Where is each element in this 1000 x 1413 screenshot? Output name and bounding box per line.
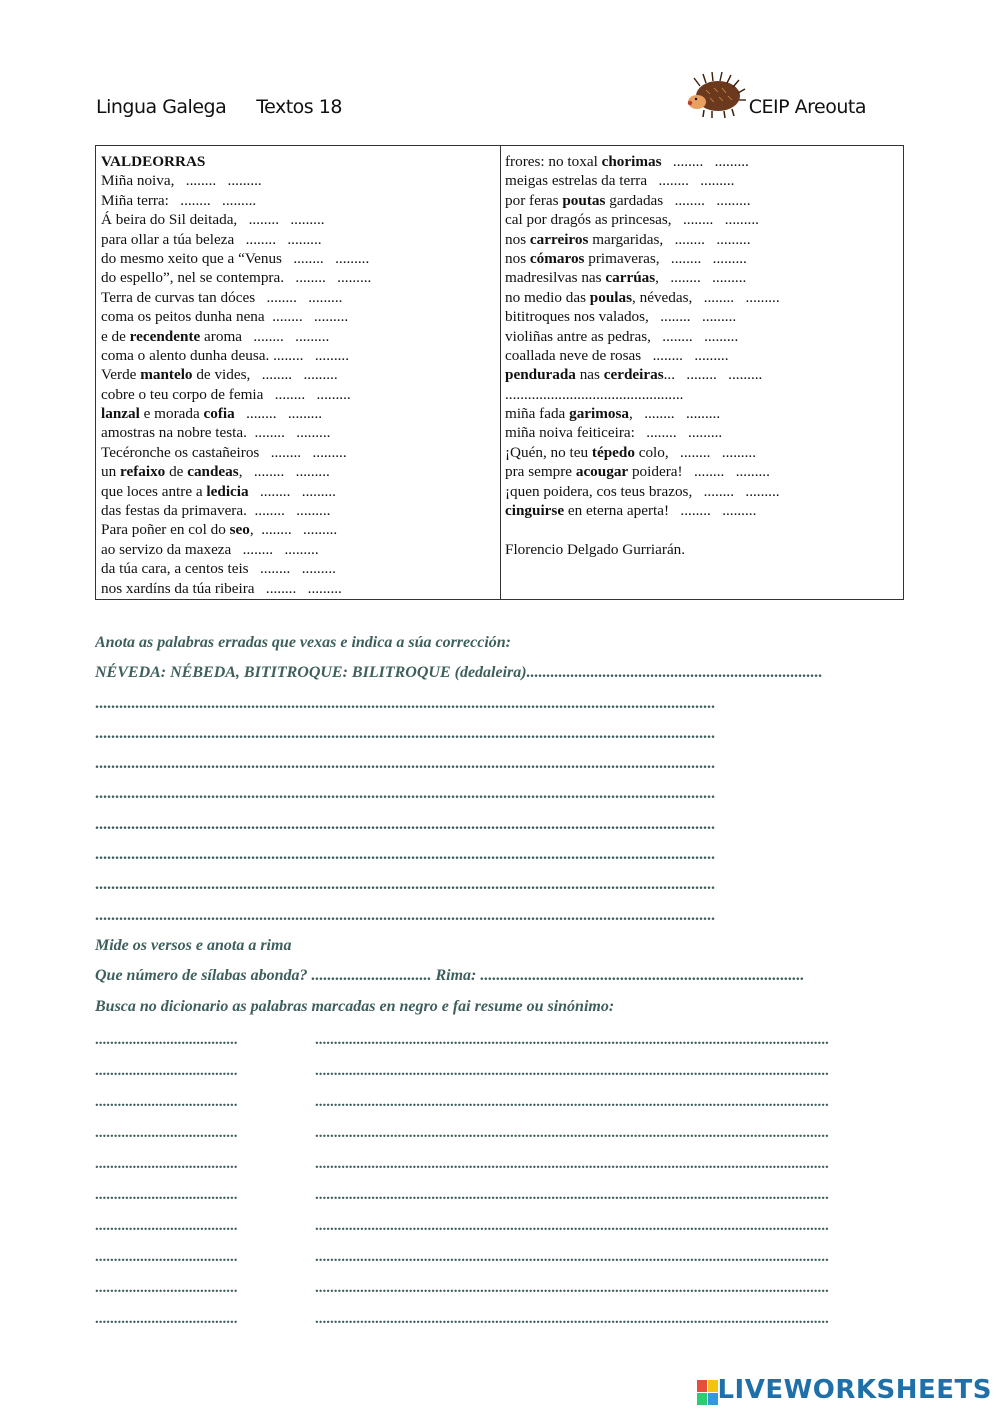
- vocab-row: [95, 1274, 895, 1305]
- line-text: da túa cara, a centos teis ........ .........: [101, 560, 336, 578]
- line-text: colo, ........ .........: [634, 443, 756, 461]
- line-text: de: [165, 463, 188, 481]
- poem-line: [101, 268, 496, 287]
- line-text: coallada neve de rosas ........ .........: [505, 346, 729, 364]
- line-text: frores: no toxal: [505, 153, 602, 170]
- poem-column-left: [101, 152, 496, 598]
- vocab-row: [95, 1212, 895, 1243]
- vocab-row: [95, 1088, 895, 1119]
- bold-word: seo: [229, 521, 250, 539]
- question-verses: Mide os versos e anota a rima: [95, 936, 292, 954]
- poem-line: [101, 482, 496, 501]
- answer-line[interactable]: ...........................................................................................................................................................: [95, 815, 715, 833]
- word-field[interactable]: ......................................: [95, 1218, 238, 1234]
- bold-word: garimosa: [569, 405, 630, 423]
- poem-line: [101, 443, 496, 462]
- poem-line: [505, 404, 900, 423]
- line-text: ........ .........: [661, 153, 749, 170]
- vocab-row: [95, 1026, 895, 1057]
- poem-line: [101, 327, 496, 346]
- bold-word: tépedo: [591, 443, 635, 461]
- bold-word: carreiros: [529, 230, 589, 248]
- line-text: das festas da primavera. ........ .........: [101, 502, 331, 520]
- line-text: por feras: [505, 191, 563, 209]
- line-text: cal por dragós as princesas, ........ .........: [505, 211, 759, 229]
- line-text: nos: [505, 230, 530, 248]
- line-text: do espello”, nel se contempra. ........ .........: [101, 269, 372, 287]
- poem-line: [101, 404, 496, 423]
- poem-line: [505, 540, 900, 559]
- bold-word: ledicia: [206, 482, 249, 500]
- line-text: en eterna aperta! ........ .........: [564, 502, 757, 520]
- errors-example-answer[interactable]: NÉVEDA: NÉBEDA, BITITROQUE: BILITROQUE (dedaleira)..........................................................................: [95, 664, 823, 682]
- poem-line: [101, 249, 496, 268]
- bold-word: poulas: [589, 288, 633, 306]
- word-field[interactable]: ......................................: [95, 1094, 238, 1110]
- liveworksheets-logo-icon: [697, 1380, 719, 1406]
- vocab-row: [95, 1150, 895, 1181]
- header-left: [96, 96, 342, 118]
- line-text: bititroques nos valados, ........ .........: [505, 308, 737, 326]
- vocab-row: [95, 1305, 895, 1336]
- poem-line: [101, 540, 496, 559]
- bold-word: VALDEORRAS: [101, 153, 206, 170]
- line-text: miña noiva feiticeira: ........ .........: [505, 424, 723, 442]
- meaning-field[interactable]: .........................................................................................................................................: [315, 1311, 829, 1327]
- text-number: Textos 18: [256, 96, 342, 118]
- line-text: violiñas antre as pedras, ........ .........: [505, 327, 739, 345]
- poem-line: [505, 249, 900, 268]
- poem-line: [505, 423, 900, 442]
- bold-word: lanzal: [101, 405, 140, 423]
- poem-line: [101, 423, 496, 442]
- line-text: e de: [101, 327, 130, 345]
- brand-watermark: LIVEWORKSHEETS: [717, 1375, 992, 1405]
- bold-word: poutas: [562, 191, 606, 209]
- exercises: [95, 628, 905, 1022]
- poem-line: [101, 171, 496, 190]
- poem-line: [505, 210, 900, 229]
- page-header: [96, 92, 900, 132]
- poem-line: [101, 579, 496, 598]
- vocabulary-answer-grid: [95, 1026, 895, 1336]
- meaning-field[interactable]: .........................................................................................................................................: [315, 1156, 829, 1172]
- word-field[interactable]: ......................................: [95, 1187, 238, 1203]
- poem-line: [101, 520, 496, 539]
- line-text: Terra de curvas tan dóces ........ .........: [101, 288, 343, 306]
- bold-word: recendente: [129, 327, 201, 345]
- answer-line[interactable]: ...........................................................................................................................................................: [95, 876, 715, 894]
- meaning-field[interactable]: .........................................................................................................................................: [315, 1187, 829, 1203]
- line-text: margaridas, ........ .........: [588, 230, 751, 248]
- school-name: CEIP Areouta: [748, 96, 866, 118]
- line-text: , névedas, ........ .........: [632, 288, 780, 306]
- bold-word: pendurada: [505, 366, 576, 384]
- line-text: ¡Quén, no teu: [505, 443, 592, 461]
- poem-line: [101, 365, 496, 384]
- poem-line: [505, 501, 900, 520]
- poem-line: [505, 385, 900, 404]
- line-text: Verde: [101, 366, 141, 384]
- poem-line: [505, 171, 900, 190]
- answer-line[interactable]: ...........................................................................................................................................................: [95, 906, 715, 924]
- vocab-row: [95, 1243, 895, 1274]
- line-text: Á beira do Sil deitada, ........ .........: [101, 211, 325, 229]
- bold-word: refaixo: [119, 463, 166, 481]
- poem-line: [505, 268, 900, 287]
- bold-word: carrúas: [605, 269, 656, 287]
- line-text: Para poñer en col do: [101, 521, 230, 539]
- bold-word: acougar: [575, 463, 629, 481]
- poem-line: [505, 288, 900, 307]
- answer-line[interactable]: ...........................................................................................................................................................: [95, 755, 715, 773]
- poem-line: [505, 152, 900, 171]
- meaning-field[interactable]: .........................................................................................................................................: [315, 1249, 829, 1265]
- line-text: , ........ .........: [249, 521, 338, 539]
- word-field[interactable]: ......................................: [95, 1311, 238, 1327]
- line-text: un: [101, 463, 120, 481]
- line-text: gardadas ........ .........: [605, 191, 751, 209]
- line-text: para ollar a túa beleza ........ .........: [101, 230, 322, 248]
- word-field[interactable]: ......................................: [95, 1032, 238, 1048]
- line-text: ao servizo da maxeza ........ .........: [101, 540, 319, 558]
- bold-word: cinguirse: [505, 502, 565, 520]
- line-text: Tecéronche os castañeiros ........ .........: [101, 443, 347, 461]
- line-text: de vides, ........ .........: [192, 366, 338, 384]
- meaning-field[interactable]: .........................................................................................................................................: [315, 1125, 829, 1141]
- poem-line: [505, 307, 900, 326]
- answer-line[interactable]: ...........................................................................................................................................................: [95, 694, 715, 712]
- poem-line: [101, 230, 496, 249]
- line-text: nas: [575, 366, 604, 384]
- line-text: nos: [505, 249, 530, 267]
- word-field[interactable]: ......................................: [95, 1280, 238, 1296]
- question-errors: Anota as palabras erradas que vexas e indica a súa corrección:: [95, 634, 511, 651]
- poem-line: [505, 482, 900, 501]
- meaning-field[interactable]: .........................................................................................................................................: [315, 1032, 829, 1048]
- answer-line[interactable]: ...........................................................................................................................................................: [95, 846, 715, 864]
- hedgehog-logo-icon: [686, 72, 746, 120]
- line-text: ...............................................: [505, 385, 684, 403]
- word-field[interactable]: ......................................: [95, 1125, 238, 1141]
- bold-word: cómaros: [529, 249, 585, 267]
- bold-word: cerdeiras: [603, 366, 664, 384]
- poem-line: [101, 152, 496, 171]
- bold-word: mantelo: [140, 366, 193, 384]
- vocab-row: [95, 1057, 895, 1088]
- line-text: Miña terra: ........ .........: [101, 191, 257, 209]
- poem-line: [505, 327, 900, 346]
- bold-word: candeas: [187, 463, 239, 481]
- meaning-field[interactable]: .........................................................................................................................................: [315, 1218, 829, 1234]
- word-field[interactable]: ......................................: [95, 1156, 238, 1172]
- poem-line: [101, 462, 496, 481]
- subject-label: Lingua Galega: [96, 96, 227, 118]
- poem-box: [95, 145, 904, 600]
- answer-line[interactable]: ...........................................................................................................................................................: [95, 785, 715, 803]
- line-text: miña fada: [505, 405, 570, 423]
- meaning-field[interactable]: .........................................................................................................................................: [315, 1063, 829, 1079]
- poem-line: [505, 230, 900, 249]
- line-text: poidera! ........ .........: [628, 463, 770, 481]
- poem-line: [101, 559, 496, 578]
- poem-line: [101, 191, 496, 210]
- vocab-row: [95, 1119, 895, 1150]
- line-text: aroma ........ .........: [200, 327, 330, 345]
- line-text: coma o alento dunha deusa. ........ .........: [101, 346, 350, 364]
- meaning-field[interactable]: .........................................................................................................................................: [315, 1094, 829, 1110]
- poem-line: [101, 346, 496, 365]
- line-text: primaveras, ........ .........: [584, 249, 747, 267]
- poem-line: [101, 385, 496, 404]
- word-field[interactable]: ......................................: [95, 1063, 238, 1079]
- meaning-field[interactable]: .........................................................................................................................................: [315, 1280, 829, 1296]
- line-text: no medio das: [505, 288, 590, 306]
- line-text: meigas estrelas da terra ........ .........: [505, 172, 735, 190]
- poem-column-right: [505, 152, 900, 559]
- line-text: do mesmo xeito que a “Venus ........ .........: [101, 249, 370, 267]
- line-text: , ........ .........: [629, 405, 721, 423]
- poem-line: [101, 307, 496, 326]
- poem-line: [505, 443, 900, 462]
- poem-line: [101, 210, 496, 229]
- question-dictionary: Busca no dicionario as palabras marcadas en negro e fai resume ou sinónimo:: [95, 997, 615, 1015]
- column-divider: [500, 146, 501, 599]
- line-text: ... ........ .........: [663, 366, 763, 384]
- line-text: nos xardíns da túa ribeira ........ .........: [101, 579, 342, 597]
- poem-line: [505, 365, 900, 384]
- line-text: cobre o teu corpo de femia ........ .........: [101, 385, 351, 403]
- line-text: , ........ .........: [238, 463, 330, 481]
- line-text: ........ .........: [248, 482, 336, 500]
- poem-line: [505, 346, 900, 365]
- poem-line: [505, 520, 900, 539]
- line-text: coma os peitos dunha nena ........ .........: [101, 308, 349, 326]
- line-text: Florencio Delgado Gurriarán.: [505, 540, 686, 558]
- poem-line: [505, 191, 900, 210]
- line-text: amostras na nobre testa. ........ .........: [101, 424, 331, 442]
- bold-word: cofia: [203, 405, 235, 423]
- line-text: , ........ .........: [655, 269, 747, 287]
- line-text: que loces antre a: [101, 482, 207, 500]
- question-syllables-rhyme[interactable]: Que número de sílabas abonda? .............................. Rima: .................................................................................: [95, 967, 805, 985]
- poem-line: [101, 501, 496, 520]
- poem-line: [101, 288, 496, 307]
- line-text: Miña noiva, ........ .........: [101, 172, 262, 190]
- word-field[interactable]: ......................................: [95, 1249, 238, 1265]
- line-text: ¡quen poidera, cos teus brazos, ........ .........: [505, 482, 780, 500]
- line-text: e morada: [139, 405, 204, 423]
- line-text: ........ .........: [234, 405, 323, 423]
- line-text: madresilvas nas: [505, 269, 606, 287]
- bold-word: chorimas: [601, 153, 662, 170]
- vocab-row: [95, 1181, 895, 1212]
- poem-line: [505, 462, 900, 481]
- answer-line[interactable]: ...........................................................................................................................................................: [95, 724, 715, 742]
- line-text: pra sempre: [505, 463, 576, 481]
